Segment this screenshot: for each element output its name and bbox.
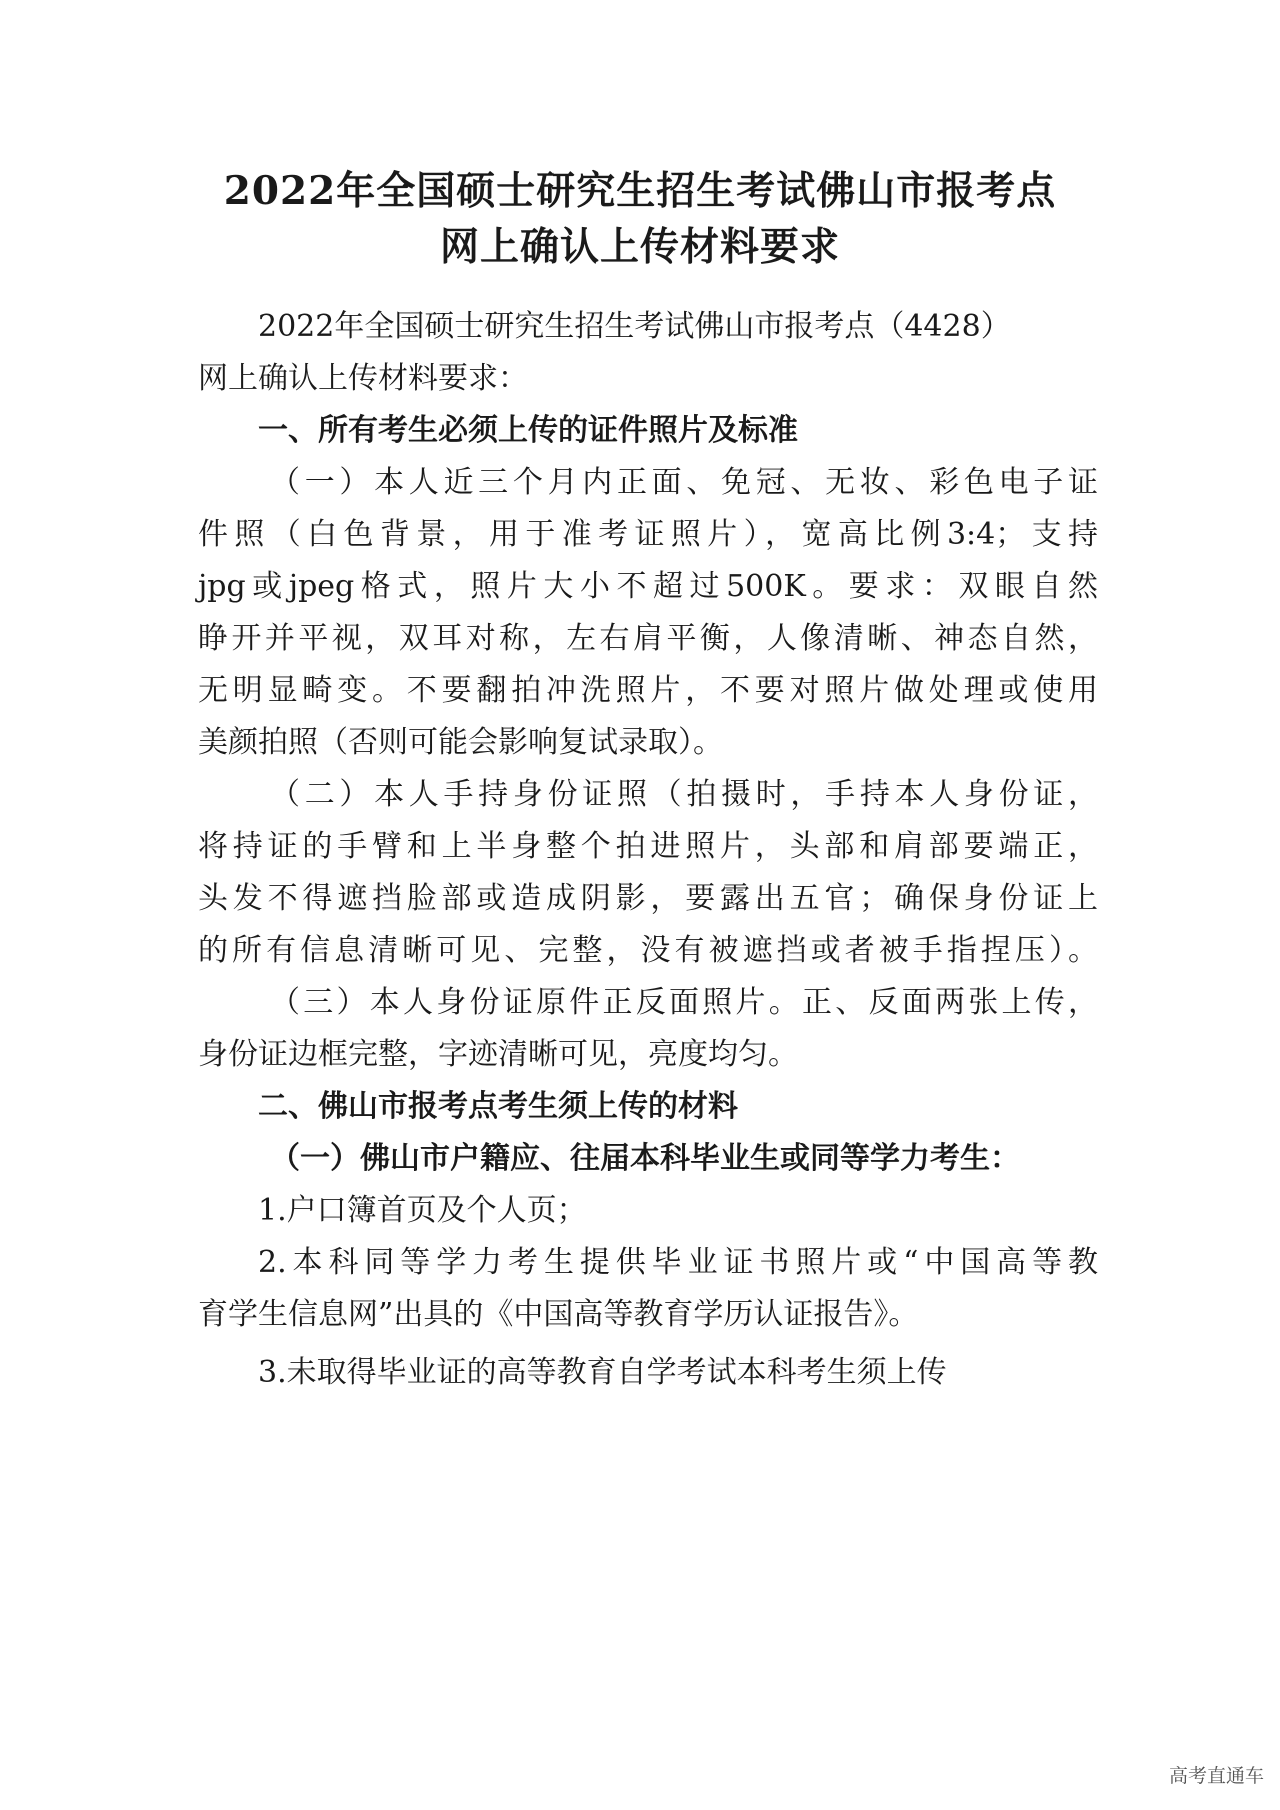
section-1-heading: 一、所有考生必须上传的证件照片及标准: [258, 413, 798, 448]
list-item-1: 1.户口簿首页及个人页；: [258, 1193, 587, 1228]
item-1-3-line-2: 身份证边框完整，字迹清晰可见，亮度均匀。: [198, 1037, 798, 1072]
item-1-2-line-4: 的所有信息清晰可见、完整，没有被遮挡或者被手指捏压）。: [198, 933, 1098, 968]
list-item-2-line-2: 育学生信息网”出具的《中国高等教育学历认证报告》。: [198, 1297, 919, 1332]
item-1-2-line-3: 头发不得遮挡脸部或造成阴影，要露出五官；确保身份证上: [198, 881, 1098, 916]
item-1-1-line-4: 睁开并平视，双耳对称，左右肩平衡，人像清晰、神态自然，: [198, 621, 1098, 656]
item-1-1-line-6: 美颜拍照（否则可能会影响复试录取）。: [198, 725, 723, 760]
section-2-heading: 二、佛山市报考点考生须上传的材料: [258, 1089, 738, 1124]
section-2-subheading-1: （一）佛山市户籍应、往届本科毕业生或同等学力考生：: [270, 1141, 1020, 1176]
document-title-line-2: 网上确认上传材料要求: [439, 224, 840, 270]
item-1-2-line-1: （二）本人手持身份证照（拍摄时，手持本人身份证，: [270, 777, 1098, 812]
intro-line-1: 2022年全国硕士研究生招生考试佛山市报考点（4428）: [258, 309, 1011, 344]
item-1-1-line-3: jpg或jpeg格式，照片大小不超过500K。要求：双眼自然: [198, 569, 1098, 604]
item-1-2-line-2: 将持证的手臂和上半身整个拍进照片，头部和肩部要端正，: [198, 829, 1098, 864]
item-1-1-line-2: 件照（白色背景，用于准考证照片），宽高比例3:4；支持: [198, 517, 1098, 552]
intro-line-2: 网上确认上传材料要求：: [198, 361, 528, 396]
list-item-2-line-1: 2.本科同等学力考生提供毕业证书照片或“中国高等教: [258, 1245, 1098, 1280]
document-title-line-1: 2022年全国硕士研究生招生考试佛山市报考点: [223, 168, 1057, 214]
item-1-1-line-5: 无明显畸变。不要翻拍冲洗照片，不要对照片做处理或使用: [198, 673, 1098, 708]
watermark-text: 高考直通车: [1168, 1765, 1264, 1787]
list-item-3-line-1: 3.未取得毕业证的高等教育自学考试本科考生须上传: [258, 1355, 947, 1390]
item-1-3-line-1: （三）本人身份证原件正反面照片。正、反面两张上传，: [270, 985, 1098, 1020]
item-1-1-line-1: （一）本人近三个月内正面、免冠、无妆、彩色电子证: [270, 465, 1098, 500]
